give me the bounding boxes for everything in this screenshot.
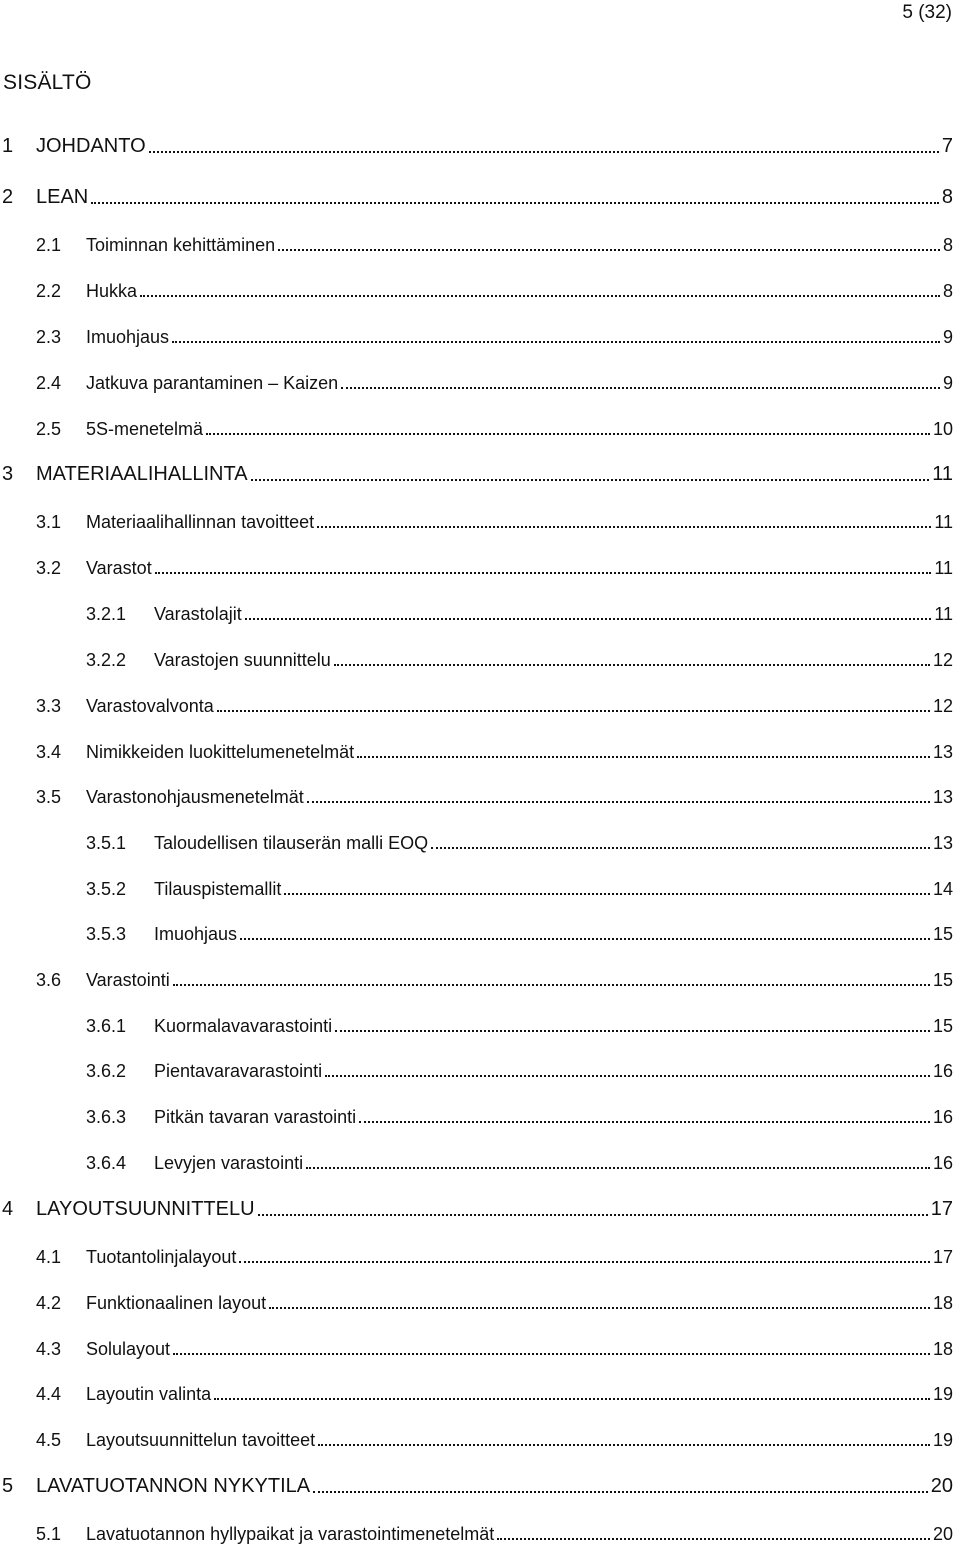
toc-entry-number: 3.2.1 <box>86 604 127 624</box>
toc-entry-page: 10 <box>932 419 953 439</box>
toc-entry[interactable] <box>2 130 953 158</box>
toc-entry-title: JOHDANTO <box>36 135 146 157</box>
toc-entry[interactable] <box>36 1377 953 1405</box>
toc-entry[interactable] <box>86 872 953 900</box>
toc-entry[interactable] <box>36 689 953 717</box>
toc-entry-title: Varastolajit <box>154 604 242 624</box>
toc-entry-title: Jatkuva parantaminen – Kaizen <box>86 373 339 393</box>
toc-dot-leader <box>172 323 940 343</box>
toc-entry-page: 13 <box>932 742 953 762</box>
toc-entry-title: Pientavaravarastointi <box>154 1061 323 1081</box>
toc-entry-title: Nimikkeiden luokittelumenetelmät <box>86 742 355 762</box>
toc-entry-page: 9 <box>942 327 953 347</box>
toc-entry[interactable] <box>2 1193 953 1221</box>
toc-entry-number: 2.4 <box>36 373 62 393</box>
toc-entry-page: 11 <box>934 558 953 578</box>
toc-entry-page: 12 <box>932 696 953 716</box>
toc-entry-page: 15 <box>932 970 953 990</box>
toc-entry-title: Layoutin valinta <box>86 1384 212 1404</box>
toc-dot-leader <box>431 829 930 849</box>
toc-entry[interactable] <box>36 780 953 808</box>
toc-entry[interactable] <box>36 1423 953 1451</box>
toc-entry-title: Layoutsuunnittelun tavoitteet <box>86 1430 316 1450</box>
toc-dot-leader <box>341 369 940 389</box>
toc-entry-title: Taloudellisen tilauserän malli EOQ <box>154 833 429 853</box>
toc-entry-number: 3.6.2 <box>86 1061 127 1081</box>
toc-entry-title: Pitkän tavaran varastointi <box>154 1107 357 1127</box>
toc-dot-leader <box>278 231 940 251</box>
toc-entry[interactable] <box>36 274 953 302</box>
toc-entry-page: 18 <box>932 1339 953 1359</box>
toc-entry-title: Varastonohjausmenetelmät <box>86 787 304 807</box>
toc-dot-leader <box>91 184 939 204</box>
toc-entry-page: 16 <box>932 1107 953 1127</box>
toc-entry-number: 4.1 <box>36 1247 62 1267</box>
toc-entry[interactable] <box>36 1332 953 1360</box>
toc-dot-leader <box>317 508 931 528</box>
toc-dot-leader <box>173 966 930 986</box>
toc-dot-leader <box>334 646 930 666</box>
toc-entry[interactable] <box>2 181 953 209</box>
toc-dot-leader <box>239 1243 930 1263</box>
toc-dot-leader <box>313 1473 928 1493</box>
toc-entry-number: 3.4 <box>36 742 62 762</box>
toc-dot-leader <box>140 277 940 297</box>
toc-entry-title: Varastointi <box>86 970 170 990</box>
toc-entry[interactable] <box>36 735 953 763</box>
toc-entry-title: Hukka <box>86 281 138 301</box>
toc-dot-leader <box>318 1426 930 1446</box>
toc-entry-page: 7 <box>941 135 953 157</box>
toc-entry-title: Varastovalvonta <box>86 696 214 716</box>
toc-entry-page: 19 <box>932 1384 953 1404</box>
toc-dot-leader <box>251 461 930 481</box>
toc-entry-title: LAVATUOTANNON NYKYTILA <box>36 1475 311 1497</box>
toc-entry[interactable] <box>2 1470 953 1498</box>
toc-entry-page: 17 <box>930 1198 953 1220</box>
toc-dot-leader <box>240 920 930 940</box>
toc-entry-page: 19 <box>932 1430 953 1450</box>
toc-entry[interactable] <box>36 228 953 256</box>
toc-dot-leader <box>214 1380 930 1400</box>
toc-entry-number: 5.1 <box>36 1524 62 1544</box>
toc-entry-number: 3.5.1 <box>86 833 127 853</box>
toc-heading: SISÄLTÖ <box>3 71 92 94</box>
toc-dot-leader <box>258 1196 928 1216</box>
toc-entry-number: 2.3 <box>36 327 62 347</box>
toc-entry-page: 8 <box>942 281 953 301</box>
toc-entry-number: 3.5 <box>36 787 62 807</box>
toc-entry-title: LEAN <box>36 186 89 208</box>
toc-entry-page: 18 <box>932 1293 953 1313</box>
toc-dot-leader <box>306 1149 930 1169</box>
toc-entry-number: 3 <box>2 463 14 485</box>
toc-dot-leader <box>359 1103 930 1123</box>
toc-entry-number: 2.5 <box>36 419 62 439</box>
toc-entry-number: 3.6.3 <box>86 1107 127 1127</box>
toc-entry[interactable] <box>86 1146 953 1174</box>
toc-dot-leader <box>357 738 930 758</box>
toc-entry-title: Varastot <box>86 558 152 578</box>
toc-entry-page: 8 <box>941 186 953 208</box>
toc-entry[interactable] <box>36 412 953 440</box>
toc-entry-page: 11 <box>934 604 953 624</box>
toc-entry-page: 13 <box>932 787 953 807</box>
toc-entry[interactable] <box>36 551 953 579</box>
toc-entry[interactable] <box>86 597 953 625</box>
toc-dot-leader <box>245 600 932 620</box>
toc-entry-number: 3.3 <box>36 696 62 716</box>
toc-entry-page: 15 <box>932 924 953 944</box>
toc-entry-number: 3.1 <box>36 512 62 532</box>
toc-entry-title: Solulayout <box>86 1339 171 1359</box>
toc-entry-title: Imuohjaus <box>154 924 238 944</box>
toc-entry-title: LAYOUTSUUNNITTELU <box>36 1198 255 1220</box>
toc-entry[interactable] <box>36 963 953 991</box>
toc-entry-page: 8 <box>942 235 953 255</box>
toc-entry[interactable] <box>86 826 953 854</box>
page-number: 5 (32) <box>902 2 952 23</box>
toc-entry[interactable] <box>36 1286 953 1314</box>
toc-entry-number: 4.5 <box>36 1430 62 1450</box>
toc-entry-title: Levyjen varastointi <box>154 1153 304 1173</box>
toc-dot-leader <box>206 415 930 435</box>
toc-entry-title: Varastojen suunnittelu <box>154 650 331 670</box>
toc-entry-number: 3.2.2 <box>86 650 127 670</box>
toc-entry[interactable] <box>36 366 953 394</box>
toc-entry-page: 14 <box>932 879 953 899</box>
toc-entry-number: 5 <box>2 1475 14 1497</box>
toc-dot-leader <box>497 1520 930 1540</box>
toc-entry[interactable] <box>36 1517 953 1545</box>
toc-entry-title: Kuormalavavarastointi <box>154 1016 333 1036</box>
toc-entry-page: 17 <box>932 1247 953 1267</box>
toc-entry-page: 11 <box>934 512 953 532</box>
toc-dot-leader <box>155 554 932 574</box>
toc-dot-leader <box>269 1289 930 1309</box>
toc-entry-number: 4.4 <box>36 1384 62 1404</box>
toc-entry-number: 3.6 <box>36 970 62 990</box>
toc-entry[interactable] <box>86 917 953 945</box>
toc-entry-number: 2.1 <box>36 235 62 255</box>
toc-entry-page: 15 <box>932 1016 953 1036</box>
toc-entry-page: 11 <box>932 463 953 485</box>
toc-entry-title: 5S-menetelmä <box>86 419 204 439</box>
toc-entry[interactable] <box>86 1100 953 1128</box>
toc-dot-leader <box>335 1012 930 1032</box>
toc-entry[interactable] <box>86 643 953 671</box>
toc-dot-leader <box>217 692 930 712</box>
toc-entry-page: 9 <box>942 373 953 393</box>
toc-entry-page: 20 <box>930 1475 953 1497</box>
toc-entry-page: 13 <box>932 833 953 853</box>
toc-entry-number: 1 <box>2 135 14 157</box>
toc-entry-title: Tuotantolinjalayout <box>86 1247 237 1267</box>
toc-entry-number: 3.6.1 <box>86 1016 127 1036</box>
toc-entry-page: 20 <box>932 1524 953 1544</box>
toc-entry[interactable] <box>86 1009 953 1037</box>
toc-entry-title: Toiminnan kehittäminen <box>86 235 276 255</box>
toc-entry-title: Funktionaalinen layout <box>86 1293 267 1313</box>
toc-entry-title: Imuohjaus <box>86 327 170 347</box>
toc-entry-page: 16 <box>932 1061 953 1081</box>
toc-entry-number: 3.2 <box>36 558 62 578</box>
toc-entry-number: 2.2 <box>36 281 62 301</box>
toc-entry[interactable] <box>36 505 953 533</box>
toc-entry-number: 3.5.3 <box>86 924 127 944</box>
toc-dot-leader <box>149 133 939 153</box>
toc-entry-page: 16 <box>932 1153 953 1173</box>
toc-entry[interactable] <box>36 320 953 348</box>
toc-entry-page: 12 <box>932 650 953 670</box>
toc-entry-title: Materiaalihallinnan tavoitteet <box>86 512 315 532</box>
toc-entry-number: 4 <box>2 1198 14 1220</box>
toc-entry-number: 4.3 <box>36 1339 62 1359</box>
toc-dot-leader <box>307 783 930 803</box>
toc-entry-title: MATERIAALIHALLINTA <box>36 463 248 485</box>
toc-entry-number: 2 <box>2 186 14 208</box>
toc-entry-number: 3.6.4 <box>86 1153 127 1173</box>
toc-entry[interactable] <box>86 1054 953 1082</box>
toc-entry-number: 4.2 <box>36 1293 62 1313</box>
toc-entry-number: 3.5.2 <box>86 879 127 899</box>
toc-dot-leader <box>325 1057 930 1077</box>
toc-dot-leader <box>284 875 930 895</box>
toc-entry-title: Lavatuotannon hyllypaikat ja varastointimenetelmät <box>86 1524 495 1544</box>
toc-entry[interactable] <box>2 458 953 486</box>
toc-entry[interactable] <box>36 1240 953 1268</box>
toc-dot-leader <box>173 1335 930 1355</box>
toc-entry-title: Tilauspistemallit <box>154 879 282 899</box>
